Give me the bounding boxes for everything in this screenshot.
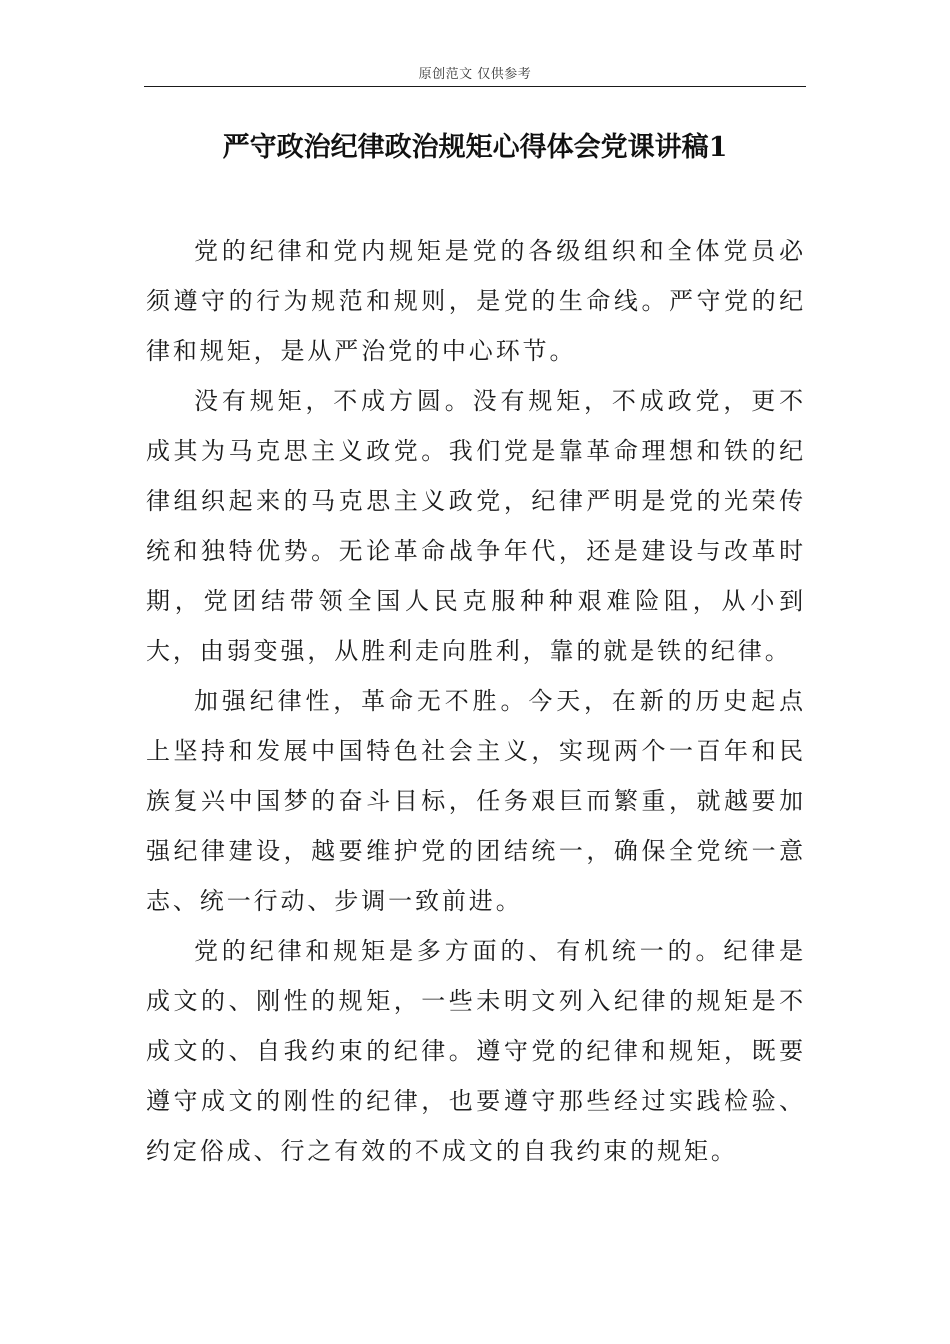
paragraph-3: 加强纪律性，革命无不胜。今天，在新的历史起点上坚持和发展中国特色社会主义，实现两个一百年和民族复兴中国梦的奋斗目标，任务艰巨而繁重，就越要加强纪律建设，越要维护党的团结统一，确保全党统一意志、统一行动、步调一致前进。 [146, 687, 806, 915]
document-title: 严守政治纪律政治规矩心得体会党课讲稿1 [222, 132, 728, 163]
paragraph-1: 党的纪律和党内规矩是党的各级组织和全体党员必须遵守的行为规范和规则，是党的生命线。严守党的纪律和规矩，是从严治党的中心环节。 [146, 237, 806, 365]
paragraph-4: 党的纪律和规矩是多方面的、有机统一的。纪律是成文的、刚性的规矩，一些未明文列入纪律的规矩是不成文的、自我约束的纪律。遵守党的纪律和规矩，既要遵守成文的刚性的纪律，也要遵守那些经过实践检验、约定俗成、行之有效的不成文的自我约束的规矩。 [146, 937, 806, 1165]
page-header: 原创范文 仅供参考 [418, 67, 532, 82]
paragraph-2: 没有规矩，不成方圆。没有规矩，不成政党，更不成其为马克思主义政党。我们党是靠革命理想和铁的纪律组织起来的马克思主义政党，纪律严明是党的光荣传统和独特优势。无论革命战争年代，还是建设与改革时期，党团结带领全国人民克服种种艰难险阻，从小到大，由弱变强，从胜利走向胜利，靠的就是铁的纪律。 [146, 387, 806, 665]
header-divider [144, 86, 806, 87]
document-body [146, 226, 806, 1176]
